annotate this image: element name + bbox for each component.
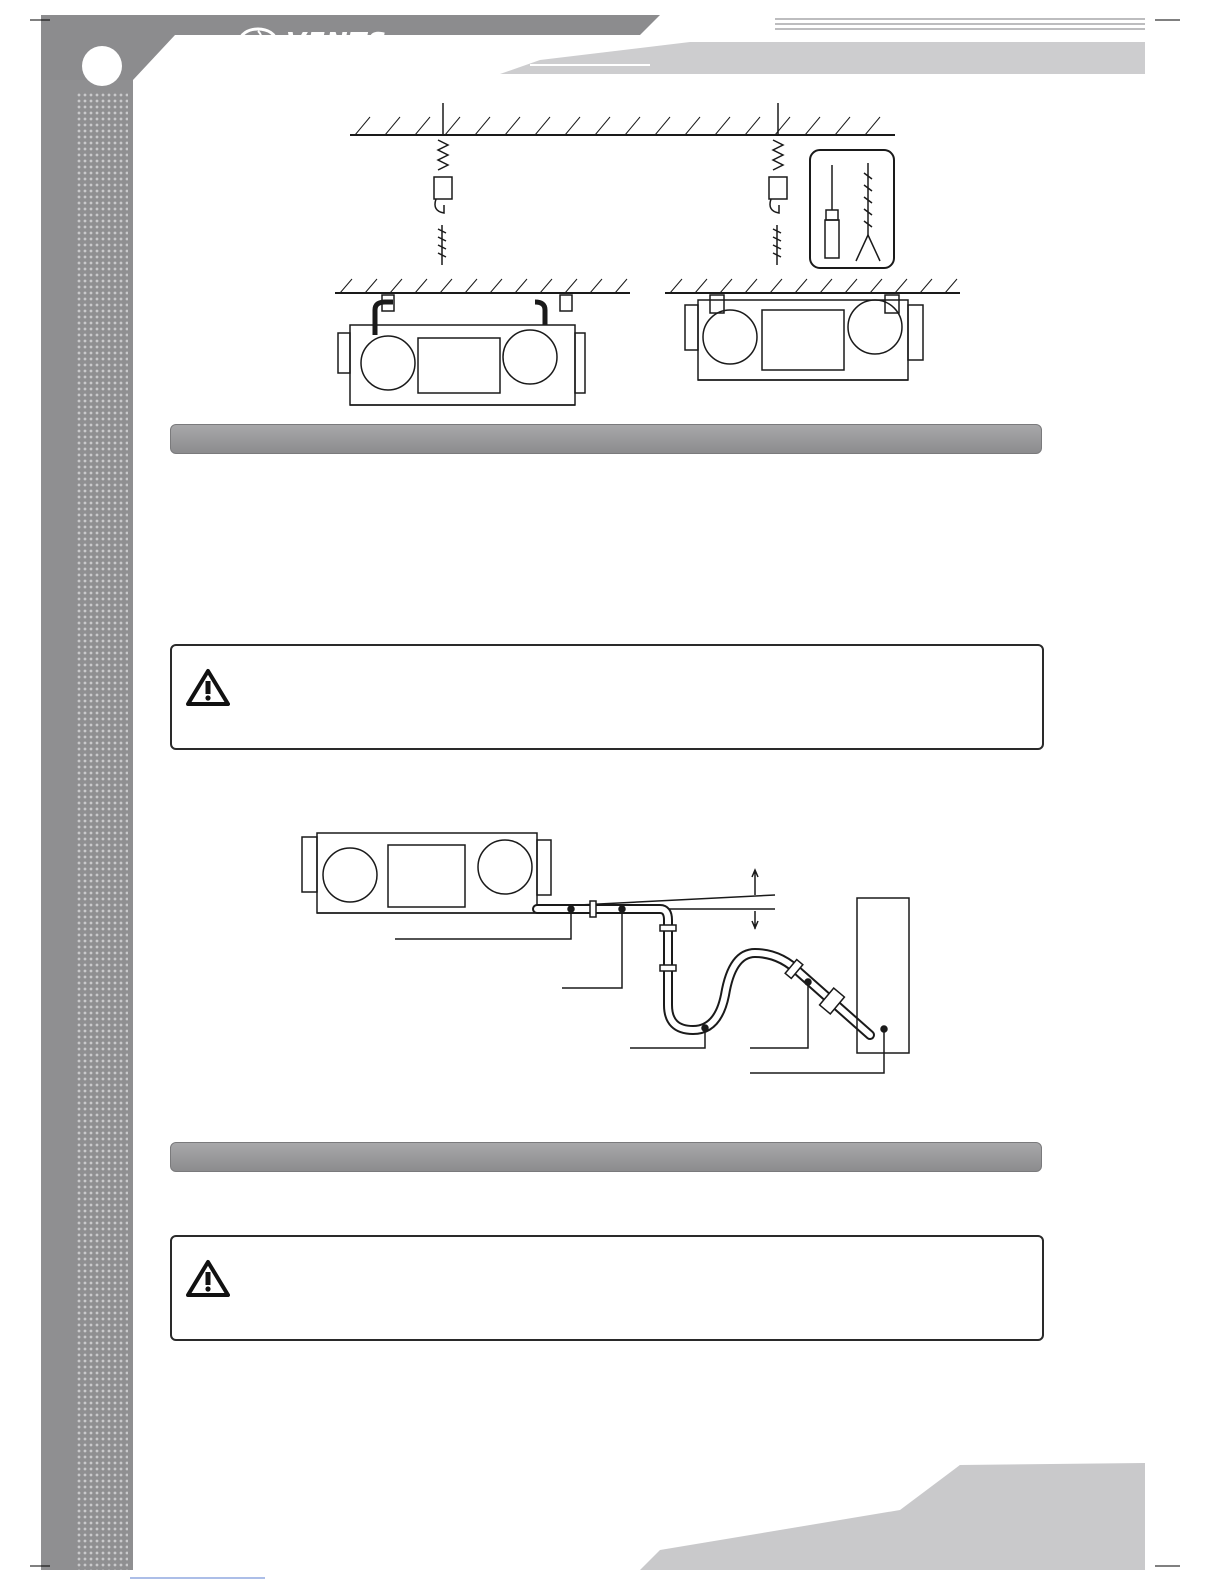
page-number-circle — [82, 46, 122, 86]
condensate-drainage-diagram — [300, 825, 920, 1080]
warning-triangle-icon — [186, 668, 230, 706]
page-header — [0, 0, 1225, 80]
section-header-bar-2 — [170, 1142, 1042, 1172]
ceiling-mounting-diagram — [330, 95, 970, 415]
sidebar-dot-pattern — [76, 92, 128, 1570]
fan-logo-icon — [238, 27, 278, 55]
drill-bit-icon — [856, 163, 880, 261]
warning-box-1 — [170, 644, 1044, 750]
brand-logo-text: VENTS — [286, 28, 388, 58]
page-footer — [0, 1455, 1225, 1585]
warning-triangle-icon — [186, 1259, 230, 1297]
warning-box-2 — [170, 1235, 1044, 1341]
tools-box — [810, 150, 894, 268]
section-header-bar-1 — [170, 424, 1042, 454]
screwdriver-icon — [825, 165, 839, 258]
